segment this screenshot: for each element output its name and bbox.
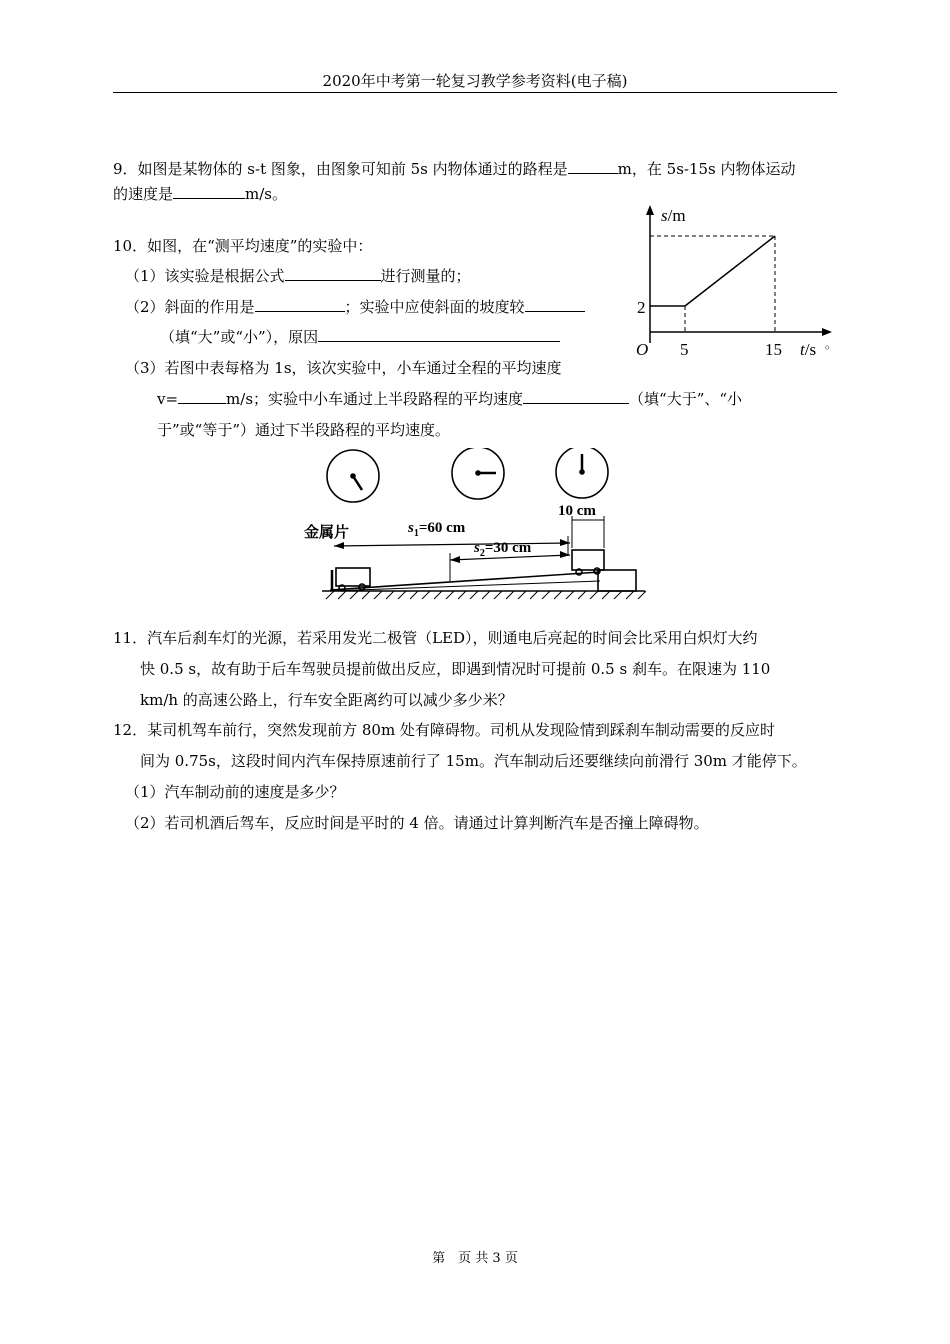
q10-part-3-cont: 于”或“等于”）通过下半段路程的平均速度。 [157, 421, 451, 439]
q11-line-3: km/h 的高速公路上，行车安全距离约可以减少多少米？ [140, 691, 513, 709]
q10-blank-reason [318, 327, 560, 342]
q10-part-2 [125, 297, 585, 317]
q10-p2-text-a: （2）斜面的作用是 [125, 298, 255, 316]
q9-line-2 [113, 184, 287, 204]
q10-blank-slope-purpose [255, 297, 345, 312]
q9-blank-speed [173, 184, 245, 199]
st-y-tick-2: 2 [637, 298, 646, 317]
clock-3 [556, 448, 608, 498]
q12-line-1: 12．某司机驾车前行，突然发现前方 80m 处有障碍物。司机从发现险情到踩刹车制动需要的反应时 [113, 721, 775, 739]
st-y-arrow [646, 205, 654, 215]
q9-text-c: 的速度是 [113, 185, 174, 203]
q12-line-4: （2）若司机酒后驾车，反应时间是平时的 4 倍。请通过计算判断汽车是否撞上障碍物。 [125, 814, 709, 832]
q11-line-2: 快 0.5 s，故有助于后车驾驶员提前做出反应，即遇到情况时可提前 0.5 s 刹车。在限速为 110 [140, 660, 771, 678]
q10-part-3: （3）若图中表每格为 1s，该次实验中，小车通过全程的平均速度 [125, 359, 562, 377]
q10-intro: 10．如图，在“测平均速度”的实验中： [113, 237, 373, 255]
q10-blank-avg-speed [178, 389, 226, 404]
q10-p2-text-c: （填“大”或“小”），原因 [160, 328, 319, 346]
st-origin: O [636, 340, 649, 359]
clock-2 [452, 448, 504, 499]
q10-p1-text-a: （1）该实验是根据公式 [125, 267, 285, 285]
q10-part-1 [125, 266, 471, 286]
support-block [598, 570, 636, 591]
st-x-tick-5: 5 [680, 340, 689, 359]
st-trailing-mark: 。 [825, 337, 838, 351]
st-y-label: s/m [661, 206, 686, 225]
q10-p3-text-d: （填“大于”、“小 [629, 390, 743, 408]
q10-part-3-speed [157, 389, 742, 409]
st-x-arrow [822, 328, 832, 336]
clock-1 [327, 450, 379, 502]
car-top [572, 550, 604, 575]
q10-blank-formula [285, 266, 381, 281]
metal-plate-label: 金属片 [304, 523, 350, 541]
q10-p1-text-b: 进行测量的； [380, 267, 471, 285]
q10-p3-text-b: v= [157, 390, 179, 408]
st-x-label: t/s [800, 340, 817, 359]
s1-line [334, 543, 570, 546]
q9-text-d: m/s。 [245, 185, 287, 203]
st-x-tick-15: 15 [765, 340, 782, 359]
q9-text-b: m，在 5s-15s 内物体运动 [617, 160, 796, 178]
q9-text-a: 9．如图是某物体的 s-t 图象，由图象可知前 5s 内物体通过的路程是 [113, 160, 568, 178]
q10-blank-compare [523, 389, 629, 404]
car-length-label: 10 cm [558, 503, 596, 519]
q10-part-2-cont [160, 327, 560, 347]
q12-line-2: 间为 0.75s，这段时间内汽车保持原速前行了 15m。汽车制动后还要继续向前滑行 30m 才能停下。 [140, 752, 807, 770]
s2-label: $s_2=30$ cm [474, 540, 532, 559]
q12-line-3: （1）汽车制动前的速度是多少？ [125, 783, 345, 801]
incline-figure [300, 448, 650, 603]
page-header-title: 2020年中考第一轮复习教学参考资料(电子稿) [322, 72, 628, 90]
q9-line-1 [113, 159, 796, 179]
header-rule [113, 92, 837, 93]
st-graph [625, 200, 840, 365]
st-sloped-segment [685, 236, 775, 306]
page-footer: 第 页 共 3 页 [432, 1251, 518, 1266]
q9-blank-distance [568, 159, 618, 174]
ground-hatch [326, 591, 646, 599]
s1-label: $s_1=60$ cm [408, 520, 466, 539]
q11-line-1: 11．汽车后刹车灯的光源，若采用发光二极管（LED），则通电后亮起的时间会比采用白炽灯大约 [113, 629, 758, 647]
q10-p2-text-b: ；实验中应使斜面的坡度较 [344, 298, 525, 316]
car-bottom [336, 568, 370, 591]
q10-p3-text-c: m/s；实验中小车通过上半段路程的平均速度 [226, 390, 524, 408]
q10-blank-slope-degree [525, 297, 585, 312]
